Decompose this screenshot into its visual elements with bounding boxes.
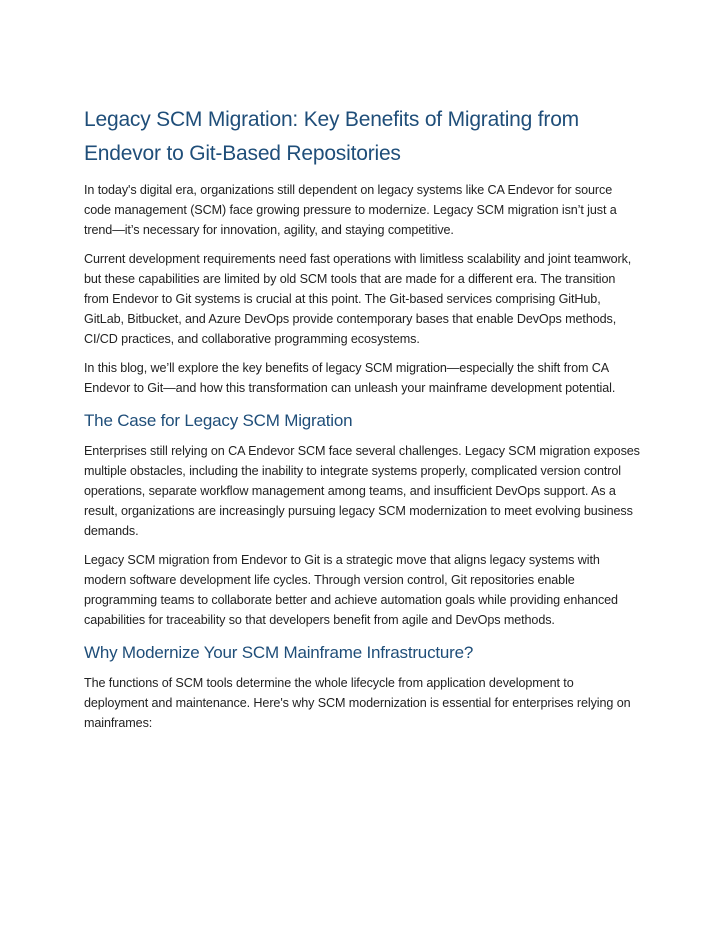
intro-paragraph-1: In today's digital era, organizations still dependent on legacy systems like CA Endevor for source code management (SCM) face growing pressure to modernize. Legacy SCM migration isn’t just a trend—it’s necessary for innovation, agility, and staying competitive.	[84, 183, 617, 237]
article-title: Legacy SCM Migration: Key Benefits of Migrating from Endevor to Git-Based Repositories	[84, 108, 579, 165]
section-case-paragraph-2: Legacy SCM migration from Endevor to Git is a strategic move that aligns legacy systems with modern software development life cycles. Through version control, Git repositories enable programming teams to collaborate better and achieve automation goals while providing enhanced capabilities for traceability so that developers benefit from agile and DevOps methods.	[84, 553, 618, 627]
intro-paragraph-3: In this blog, we’ll explore the key benefits of legacy SCM migration—especially the shift from CA Endevor to Git—and how this transformation can unleash your mainframe development potential.	[84, 361, 616, 395]
section-heading-why-modernize: Why Modernize Your SCM Mainframe Infrastructure?	[84, 643, 474, 662]
section-case-paragraph-1: Enterprises still relying on CA Endevor SCM face several challenges. Legacy SCM migration exposes multiple obstacles, including the inability to integrate systems properly, complicated version control operations, separate workflow management among teams, and insufficient DevOps support. As a result, organizations are increasingly pursuing legacy SCM modernization to meet evolving business demands.	[84, 444, 640, 538]
section-heading-case: The Case for Legacy SCM Migration	[84, 411, 353, 430]
document-page	[84, 103, 640, 742]
section-why-paragraph-1: The functions of SCM tools determine the whole lifecycle from application development to deployment and maintenance. Here's why SCM modernization is essential for enterprises relying on mainframes:	[84, 676, 631, 730]
intro-paragraph-2: Current development requirements need fast operations with limitless scalability and joint teamwork, but these capabilities are limited by old SCM tools that are made for a different era. The transition from Endevor to Git systems is crucial at this point. The Git-based services comprising GitHub, GitLab, Bitbucket, and Azure DevOps provide contemporary bases that enable DevOps methods, CI/CD practices, and collaborative programming ecosystems.	[84, 252, 632, 346]
